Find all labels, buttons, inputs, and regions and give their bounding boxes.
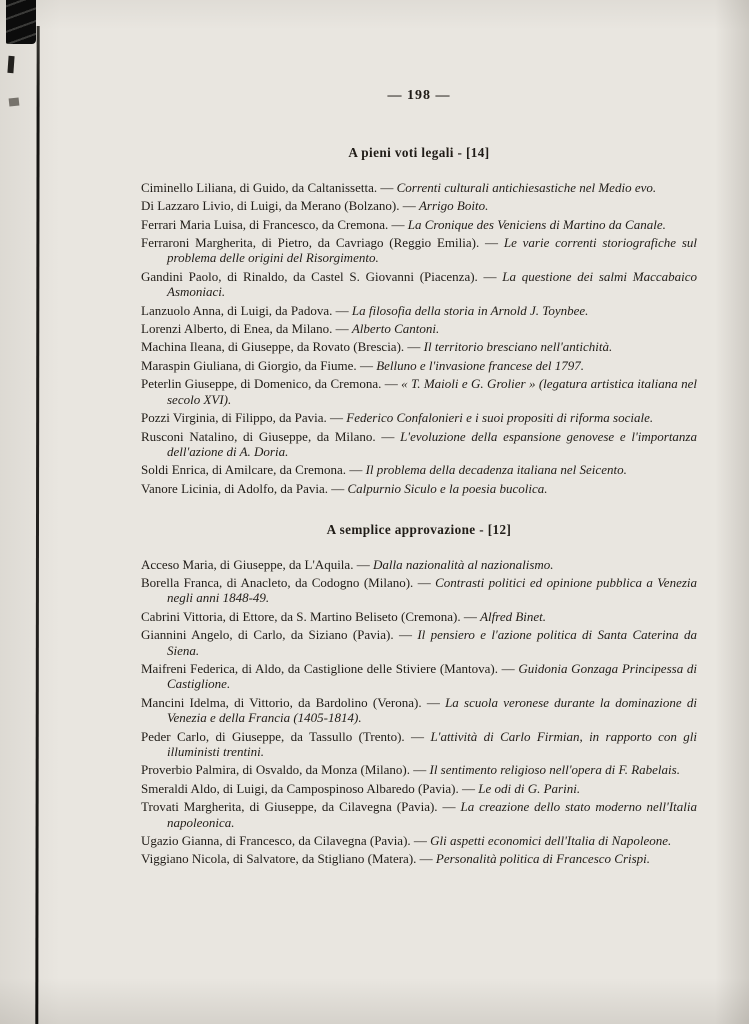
em-dash-separator: —	[409, 762, 430, 778]
scan-ink-mark	[7, 56, 14, 73]
thesis-entry	[141, 851, 697, 866]
em-dash-separator: —	[413, 574, 436, 590]
thesis-title: Correnti culturali antichiesastiche nel Medio evo.	[396, 179, 657, 195]
thesis-title: « T. Maioli e G. Grolier » (legatura artistica italiana nel secolo XVI).	[167, 376, 697, 407]
section-heading: A pieni voti legali - [14]	[348, 145, 490, 161]
thesis-entry	[141, 180, 697, 195]
graduate-name: Di Lazzaro Livio, di Luigi, da Merano (Bolzano).	[141, 198, 400, 214]
graduate-name: Acceso Maria, di Giuseppe, da L'Aquila.	[141, 556, 354, 572]
scan-binding-artifact	[6, 0, 36, 44]
section-heading: A semplice approvazione - [12]	[326, 522, 512, 538]
thesis-entry	[141, 358, 697, 373]
sections	[141, 145, 697, 866]
scan-edge-line	[35, 26, 39, 1024]
thesis-title: Dalla nazionalità al nazionalismo.	[372, 556, 554, 572]
graduate-name: Borella Franca, di Anacleto, da Codogno (Milano).	[141, 574, 414, 590]
thesis-title: La Cronique des Veniciens di Martino da Canale.	[407, 216, 666, 232]
graduate-name: Peder Carlo, di Giuseppe, da Tassullo (Trento).	[141, 728, 405, 744]
em-dash-separator: —	[381, 376, 402, 392]
graduate-name: Trovati Margherita, di Giuseppe, da Cilavegna (Pavia).	[141, 799, 438, 815]
results-section	[141, 145, 697, 496]
em-dash-separator: —	[477, 268, 503, 284]
em-dash-separator: —	[497, 660, 519, 676]
thesis-entry	[141, 376, 697, 407]
graduate-name: Ferrari Maria Luisa, di Francesco, da Cremona.	[141, 216, 389, 232]
em-dash-separator: —	[332, 302, 352, 318]
thesis-entry	[141, 410, 697, 425]
thesis-entry	[141, 575, 697, 606]
graduate-name: Maifreni Federica, di Aldo, da Castiglione delle Stiviere (Mantova).	[141, 660, 498, 676]
thesis-entry	[141, 235, 697, 266]
graduate-name: Lanzuolo Anna, di Luigi, da Padova.	[141, 302, 333, 318]
graduate-name: Proverbio Palmira, di Osvaldo, da Monza (Milano).	[141, 762, 410, 778]
em-dash-separator: —	[458, 780, 479, 796]
graduate-name: Ugazio Gianna, di Francesco, da Cilavegna (Pavia).	[141, 833, 411, 849]
thesis-title: Belluno e l'invasione francese del 1797.	[376, 357, 585, 373]
text-block	[141, 88, 697, 870]
thesis-title: Il pensiero e l'azione politica di Santa Caterina da Siena.	[167, 627, 698, 658]
thesis-title: Le varie correnti storiografiche sul problema delle origini del Risorgimento.	[167, 235, 698, 266]
graduate-name: Lorenzi Alberto, di Enea, da Milano.	[141, 321, 333, 337]
thesis-title: Personalità politica di Francesco Crispi.	[435, 851, 651, 867]
thesis-title: Contrasti politici ed opinione pubblica a Venezia negli anni 1848-49.	[167, 574, 698, 606]
graduate-name: Vanore Licinia, di Adolfo, da Pavia.	[141, 480, 329, 496]
graduate-name: Smeraldi Aldo, di Luigi, da Campospinoso Albaredo (Pavia).	[141, 780, 459, 796]
thesis-title: L'evoluzione della espansione genovese e l'importanza dell'azione di A. Doria.	[167, 428, 697, 459]
thesis-title: Guidonia Gonzaga Principessa di Castiglione.	[167, 660, 698, 692]
graduate-name: Ferraroni Margherita, di Pietro, da Cavriago (Reggio Emilia).	[141, 235, 480, 251]
em-dash-separator: —	[437, 799, 461, 815]
thesis-title: Federico Confalonieri e i suoi propositi di riforma sociale.	[346, 410, 654, 426]
page-number: — 198 —	[387, 88, 451, 103]
em-dash-separator: —	[421, 694, 446, 710]
thesis-entry	[141, 762, 697, 777]
em-dash-separator: —	[404, 728, 431, 744]
thesis-entry	[141, 557, 697, 572]
em-dash-separator: —	[404, 339, 424, 355]
thesis-title: La filosofia della storia in Arnold J. Toynbee.	[351, 302, 589, 318]
graduate-name: Giannini Angelo, di Carlo, da Siziano (Pavia).	[141, 627, 394, 643]
thesis-title: Il problema della decadenza italiana nel Seicento.	[365, 462, 627, 478]
em-dash-separator: —	[479, 235, 504, 251]
em-dash-separator: —	[356, 357, 377, 373]
em-dash-separator: —	[460, 608, 481, 624]
thesis-title: Il sentimento religioso nell'opera di F. Rabelais.	[429, 762, 680, 778]
em-dash-separator: —	[346, 462, 366, 478]
thesis-entry	[141, 627, 697, 658]
graduate-name: Cabrini Vittoria, di Ettore, da S. Martino Beliseto (Cremona).	[141, 608, 461, 624]
thesis-entry	[141, 481, 697, 496]
em-dash-separator: —	[328, 480, 348, 496]
thesis-entry	[141, 781, 697, 796]
graduate-name: Soldi Enrica, di Amilcare, da Cremona.	[141, 462, 347, 478]
thesis-entry	[141, 729, 697, 760]
thesis-entry	[141, 462, 697, 477]
em-dash-separator: —	[410, 833, 431, 849]
graduate-name: Gandini Paolo, di Rinaldo, da Castel S. Giovanni (Piacenza).	[141, 268, 478, 284]
thesis-entry	[141, 339, 697, 354]
thesis-entry	[141, 429, 697, 460]
thesis-title: La questione dei salmi Maccabaico Asmoniaci.	[167, 268, 698, 300]
em-dash-separator: —	[416, 851, 436, 867]
thesis-title: L'attività di Carlo Firmian, in rapporto con gli illuministi trentini.	[167, 728, 698, 759]
thesis-entry	[141, 321, 697, 336]
graduate-name: Rusconi Natalino, di Giuseppe, da Milano.	[141, 428, 376, 444]
graduate-name: Mancini Idelma, di Vittorio, da Bardolino (Verona).	[141, 694, 422, 710]
graduate-name: Peterlin Giuseppe, di Domenico, da Cremona.	[141, 376, 382, 392]
em-dash-separator: —	[375, 428, 401, 444]
thesis-title: Calpurnio Siculo e la poesia bucolica.	[347, 480, 548, 496]
graduate-name: Pozzi Virginia, di Filippo, da Pavia.	[141, 410, 327, 426]
em-dash-separator: —	[399, 198, 419, 214]
thesis-entry	[141, 799, 697, 830]
thesis-entry	[141, 217, 697, 232]
em-dash-separator: —	[388, 216, 408, 232]
em-dash-separator: —	[393, 627, 418, 643]
thesis-title: Le odi di G. Parini.	[478, 780, 581, 796]
thesis-title: Alberto Cantoni.	[351, 321, 440, 337]
em-dash-separator: —	[332, 321, 352, 337]
graduate-name: Viggiano Nicola, di Salvatore, da Stigliano (Matera).	[141, 851, 417, 867]
em-dash-separator: —	[377, 179, 397, 195]
thesis-entry	[141, 303, 697, 318]
results-section	[141, 522, 697, 867]
thesis-title: Il territorio bresciano nell'antichità.	[423, 339, 613, 355]
em-dash-separator: —	[326, 410, 347, 426]
thesis-entry	[141, 198, 697, 213]
scan-ink-mark	[9, 97, 20, 106]
thesis-title: Alfred Binet.	[480, 608, 547, 624]
graduate-name: Maraspin Giuliana, di Giorgio, da Fiume.	[141, 357, 357, 373]
thesis-entry	[141, 269, 697, 300]
thesis-entry	[141, 661, 697, 692]
thesis-entry	[141, 609, 697, 624]
thesis-title: Arrigo Boito.	[418, 198, 489, 214]
graduate-name: Machina Ileana, di Giuseppe, da Rovato (Brescia).	[141, 339, 405, 355]
graduate-name: Ciminello Liliana, di Guido, da Caltanissetta.	[141, 179, 378, 195]
thesis-title: La scuola veronese durante la dominazione di Venezia e della Francia (1405-1814).	[167, 694, 697, 726]
thesis-entry	[141, 833, 697, 848]
thesis-title: Gli aspetti economici dell'Italia di Napoleone.	[430, 833, 672, 849]
thesis-entry	[141, 695, 697, 726]
em-dash-separator: —	[353, 556, 373, 572]
thesis-title: La creazione dello stato moderno nell'Italia napoleonica.	[167, 799, 697, 830]
